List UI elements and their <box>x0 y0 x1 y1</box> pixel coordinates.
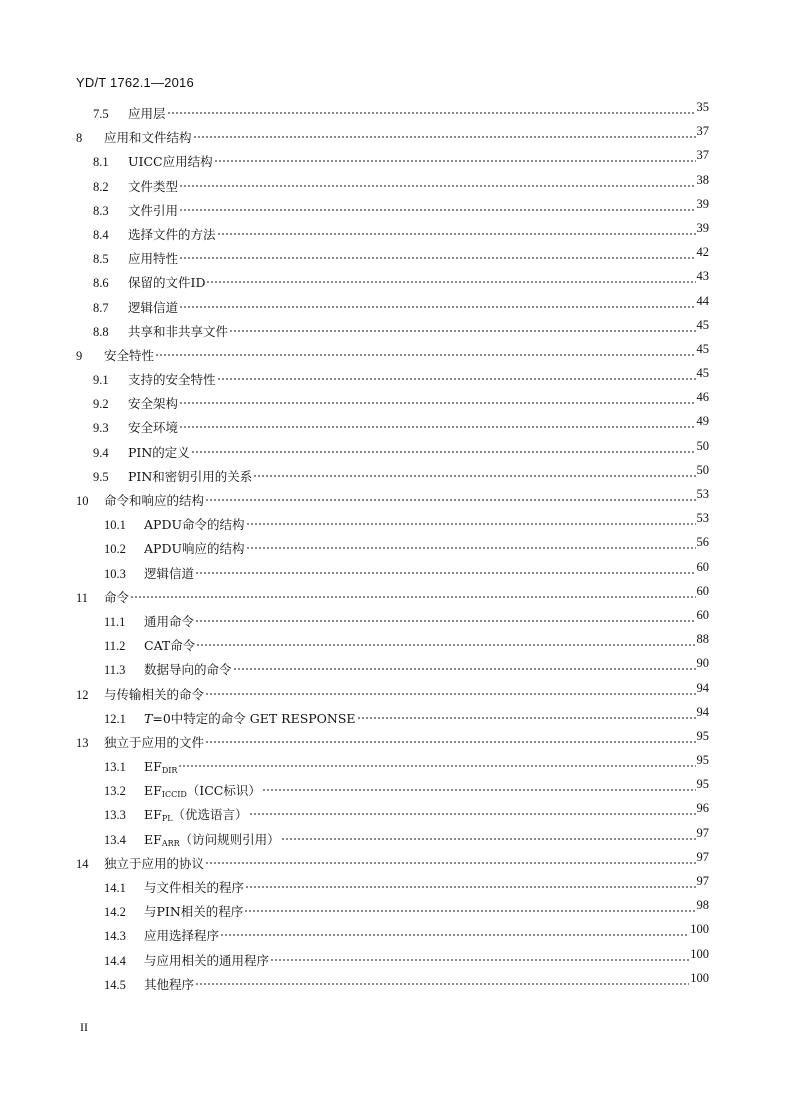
toc-dot-leader <box>205 862 695 864</box>
toc-entry-page-number: 45 <box>696 317 709 332</box>
toc-entry-number: 9.3 <box>93 421 109 436</box>
toc-entry-page-number: 44 <box>696 293 709 308</box>
toc-entry-number: 11.2 <box>104 639 126 654</box>
toc-dot-leader <box>206 281 695 283</box>
toc-entry-number: 13.3 <box>104 808 126 823</box>
toc-entry-title <box>128 416 178 440</box>
toc-entry-title <box>128 368 216 392</box>
toc-entry-title-text: 文件类型 <box>128 178 179 194</box>
toc-entry[interactable] <box>76 946 709 973</box>
toc-dot-leader <box>205 499 695 501</box>
toc-dot-leader <box>217 378 696 380</box>
toc-entry-page-number: 50 <box>696 462 709 477</box>
toc-entry-page-number: 98 <box>696 898 709 913</box>
toc-entry-title <box>104 683 204 707</box>
toc-entry-title <box>144 755 177 779</box>
toc-dot-leader <box>217 233 696 235</box>
toc-entry-number: 8.5 <box>93 252 109 267</box>
toc-entry[interactable] <box>76 680 709 707</box>
toc-entry[interactable] <box>76 634 709 658</box>
toc-entry-title-text: APDU响应的结构 <box>144 541 245 557</box>
toc-dot-leader <box>281 838 696 840</box>
toc-entry-title-text: 应用和文件结构 <box>104 130 192 146</box>
toc-entry-title-text: 保留的文件ID <box>128 275 206 291</box>
toc-entry-title <box>144 779 261 803</box>
toc-dot-leader <box>179 209 695 211</box>
toc-entry-page-number: 100 <box>690 970 709 985</box>
toc-entry-page-number: 37 <box>696 124 709 139</box>
toc-entry-title <box>144 900 243 924</box>
toc-entry-number: 8.7 <box>93 300 109 315</box>
toc-dot-leader <box>220 934 689 936</box>
toc-entry-title-text: 安全架构 <box>128 396 179 412</box>
toc-entry-number: 13.4 <box>104 832 126 847</box>
toc-dot-leader <box>229 330 695 332</box>
toc-entry[interactable] <box>76 559 709 586</box>
toc-entry-title-text: 独立于应用的协议 <box>104 855 205 871</box>
toc-entry-page-number: 100 <box>690 946 709 961</box>
document-header-standard-number: YD/T 1762.1—2016 <box>76 75 194 90</box>
toc-dot-leader <box>196 644 695 646</box>
toc-dot-leader <box>195 983 689 985</box>
toc-dot-leader <box>253 475 695 477</box>
toc-entry[interactable] <box>76 825 709 852</box>
toc-entry-title-text: EF <box>144 831 162 847</box>
toc-entry-title-text: 命令 <box>104 589 130 605</box>
toc-entry[interactable] <box>76 513 709 537</box>
toc-entry-number: 8 <box>76 131 83 146</box>
toc-entry-title <box>144 803 248 827</box>
toc-entry-page-number: 46 <box>696 390 709 405</box>
toc-dot-leader <box>214 160 696 162</box>
toc-entry-page-number: 45 <box>696 366 709 381</box>
toc-entry[interactable] <box>76 779 709 803</box>
toc-entry-page-number: 42 <box>696 245 709 260</box>
toc-dot-leader <box>130 596 695 598</box>
toc-entry-number: 8.1 <box>93 155 109 170</box>
toc-entry-number: 13 <box>76 735 89 750</box>
toc-entry[interactable] <box>76 341 709 368</box>
toc-entry-title <box>128 296 178 320</box>
toc-entry-number: 14.4 <box>104 953 126 968</box>
toc-entry-title <box>144 634 195 658</box>
toc-entry-title <box>144 828 280 852</box>
toc-dot-leader <box>195 572 695 574</box>
toc-entry[interactable] <box>76 293 709 320</box>
toc-entry[interactable] <box>76 755 709 779</box>
toc-entry-page-number: 56 <box>696 535 709 550</box>
toc-dot-leader <box>193 136 696 138</box>
toc-entry-title-suffix: （ICC标识） <box>186 783 261 799</box>
toc-entry-title-subscript: DIR <box>161 766 178 776</box>
toc-entry-page-number: 45 <box>696 341 709 356</box>
toc-entry-title-text: 应用层 <box>128 106 166 121</box>
toc-entry-page-number: 53 <box>696 511 709 526</box>
toc-entry-title <box>104 344 154 368</box>
toc-entry[interactable] <box>76 416 709 440</box>
toc-entry[interactable] <box>76 924 709 948</box>
toc-entry-title-text: 与传输相关的命令 <box>104 686 205 702</box>
toc-dot-leader <box>245 886 695 888</box>
toc-entry[interactable] <box>76 900 709 924</box>
toc-entry-title <box>128 102 166 126</box>
toc-entry-page-number: 95 <box>696 753 709 768</box>
toc-entry-number: 8.8 <box>93 324 109 339</box>
toc-entry-number: 10.2 <box>104 542 126 557</box>
toc-entry-title <box>144 658 232 682</box>
toc-entry-page-number: 60 <box>696 607 709 622</box>
toc-entry-title-text: 通用命令 <box>144 613 195 629</box>
toc-entry-page-number: 94 <box>696 704 709 719</box>
toc-entry-title-text: EF <box>144 783 162 799</box>
toc-entry-title-suffix: （访问规则引用） <box>179 831 280 847</box>
toc-entry-page-number: 35 <box>696 100 709 114</box>
toc-entry[interactable] <box>76 489 709 513</box>
toc-entry-page-number: 43 <box>696 269 709 284</box>
toc-entry[interactable] <box>76 271 709 295</box>
toc-entry-title-text: 应用特性 <box>128 251 179 267</box>
toc-entry-title <box>128 320 228 344</box>
toc-dot-leader <box>244 910 695 912</box>
toc-entry-number: 8.2 <box>93 179 109 194</box>
toc-dot-leader <box>249 813 696 815</box>
toc-entry-number: 9.4 <box>93 445 109 460</box>
toc-entry-title-text: 文件引用 <box>128 202 179 218</box>
toc-entry-page-number: 39 <box>696 220 709 235</box>
toc-dot-leader <box>246 547 696 549</box>
toc-dot-leader <box>246 523 696 525</box>
toc-entry-page-number: 38 <box>696 172 709 187</box>
toc-entry-title-text: 与PIN相关的程序 <box>144 904 244 920</box>
toc-entry-title <box>128 392 178 416</box>
toc-entry[interactable] <box>76 247 709 271</box>
toc-entry[interactable] <box>76 172 709 199</box>
toc-entry-page-number: 60 <box>696 583 709 598</box>
toc-dot-leader <box>179 426 695 428</box>
toc-entry-title <box>144 707 356 731</box>
toc-entry[interactable] <box>76 583 709 610</box>
toc-entry-page-number: 95 <box>696 728 709 743</box>
toc-entry-title-text: PIN和密钥引用的关系 <box>128 468 253 484</box>
toc-entry-title-text: 其他程序 <box>144 976 195 992</box>
toc-entry-title-text: 逻辑信道 <box>144 565 195 581</box>
toc-entry-number: 11.3 <box>104 663 126 678</box>
toc-dot-leader <box>270 959 689 961</box>
toc-entry-title-text: 命令和响应的结构 <box>104 493 205 508</box>
toc-entry-title-italic: T <box>144 710 153 726</box>
toc-entry-title-text: 安全环境 <box>128 420 179 436</box>
toc-entry-page-number: 49 <box>696 414 709 429</box>
toc-entry-title <box>128 247 178 271</box>
toc-entry-title <box>144 562 194 586</box>
toc-entry-title <box>128 465 252 489</box>
toc-entry[interactable] <box>76 803 709 827</box>
toc-entry-number: 9.2 <box>93 397 109 412</box>
toc-dot-leader <box>179 185 695 187</box>
toc-entry[interactable] <box>76 658 709 682</box>
toc-entry-title-subscript: PL <box>161 814 173 824</box>
toc-entry[interactable] <box>76 317 709 344</box>
toc-entry[interactable] <box>76 392 709 416</box>
toc-dot-leader <box>179 402 695 404</box>
toc-entry-page-number: 60 <box>696 559 709 574</box>
toc-entry-number: 12 <box>76 687 89 702</box>
toc-entry[interactable] <box>76 728 709 755</box>
toc-dot-leader <box>178 765 695 767</box>
toc-entry[interactable] <box>76 126 709 150</box>
toc-entry-number: 8.3 <box>93 203 109 218</box>
toc-entry-number: 14.2 <box>104 905 126 920</box>
toc-entry-page-number: 96 <box>696 801 709 816</box>
toc-entry[interactable] <box>76 368 709 392</box>
toc-entry-number: 14 <box>76 856 89 871</box>
toc-entry-page-number: 39 <box>696 196 709 211</box>
toc-entry-title <box>104 731 204 755</box>
toc-dot-leader <box>155 354 695 356</box>
toc-entry[interactable] <box>76 102 709 126</box>
toc-dot-leader <box>357 717 696 719</box>
toc-entry-title <box>144 924 219 948</box>
toc-entry-title <box>128 199 178 223</box>
toc-dot-leader <box>179 306 695 308</box>
toc-dot-leader <box>167 112 696 114</box>
toc-entry[interactable] <box>76 607 709 634</box>
toc-entry-title-text: 与文件相关的程序 <box>144 880 245 895</box>
toc-entry-title-text: 应用选择程序 <box>144 928 220 944</box>
toc-entry-page-number: 97 <box>696 874 709 888</box>
toc-dot-leader <box>191 451 696 453</box>
page-number-footer: II <box>80 1020 88 1034</box>
toc-entry-title-text: EF <box>144 807 162 823</box>
toc-entry-number: 8.6 <box>93 276 109 291</box>
toc-entry-page-number: 53 <box>696 487 709 501</box>
toc-entry-title <box>128 223 216 247</box>
toc-entry-page-number: 97 <box>696 849 709 864</box>
toc-entry[interactable] <box>76 150 709 174</box>
toc-entry-title-text: 逻辑信道 <box>128 299 179 315</box>
toc-entry-page-number: 50 <box>696 438 709 453</box>
toc-entry-number: 9 <box>76 348 83 363</box>
toc-entry-number: 10.3 <box>104 566 126 581</box>
toc-entry-title-text: APDU命令的结构 <box>144 517 245 533</box>
toc-entry-number: 11 <box>76 590 89 605</box>
toc-entry-title-text: UICC应用结构 <box>128 154 213 170</box>
toc-dot-leader <box>179 257 695 259</box>
toc-entry-title <box>144 513 245 537</box>
toc-entry[interactable] <box>76 462 709 489</box>
toc-entry-title-text: PIN的定义 <box>128 444 190 460</box>
toc-entry-title-text: 数据导向的命令 <box>144 662 232 678</box>
toc-entry-number: 10 <box>76 494 89 508</box>
toc-entry-page-number: 90 <box>696 656 709 671</box>
toc-entry-page-number: 37 <box>696 148 709 163</box>
toc-dot-leader <box>205 693 695 695</box>
toc-dot-leader <box>262 789 696 791</box>
toc-entry-title-suffix: （优选语言） <box>172 807 248 823</box>
toc-entry-title <box>144 949 269 973</box>
toc-entry-title-text: 与应用相关的通用程序 <box>144 952 270 968</box>
toc-entry-title <box>104 586 129 610</box>
toc-entry-title-text: 支持的安全特性 <box>128 372 216 388</box>
toc-entry-number: 12.1 <box>104 711 126 726</box>
toc-entry-number: 8.4 <box>93 227 109 242</box>
toc-entry-title <box>128 150 213 174</box>
toc-entry-title-text: 独立于应用的文件 <box>104 734 205 750</box>
toc-entry-title <box>128 271 205 295</box>
toc-entry-title-text: CAT命令 <box>144 638 196 654</box>
toc-entry-title-text: 共享和非共享文件 <box>128 323 229 339</box>
toc-entry[interactable] <box>76 876 709 900</box>
toc-entry-title <box>144 973 194 997</box>
toc-entry-number: 11.1 <box>104 614 126 629</box>
toc-entry[interactable] <box>76 537 709 561</box>
toc-entry-page-number: 88 <box>696 632 709 647</box>
toc-entry-title <box>128 441 190 465</box>
toc-entry[interactable] <box>76 196 709 223</box>
toc-entry-number: 14.5 <box>104 977 126 992</box>
toc-entry-page-number: 100 <box>690 922 709 937</box>
toc-entry[interactable] <box>76 438 709 465</box>
toc-entry[interactable] <box>76 849 709 876</box>
toc-entry-number: 13.1 <box>104 760 126 775</box>
toc-entry-title-text: 选择文件的方法 <box>128 226 216 242</box>
toc-entry[interactable] <box>76 220 709 247</box>
toc-entry-title <box>144 610 194 634</box>
toc-entry[interactable] <box>76 970 709 997</box>
toc-entry-page-number: 95 <box>696 777 709 792</box>
toc-entry-number: 9.5 <box>93 469 109 484</box>
toc-entry-title-text: 安全特性 <box>104 347 155 363</box>
toc-entry-page-number: 97 <box>696 825 709 840</box>
toc-entry-number: 14.1 <box>104 881 126 895</box>
toc-dot-leader <box>233 668 696 670</box>
toc-entry-number: 10.1 <box>104 518 126 533</box>
toc-dot-leader <box>205 741 695 743</box>
toc-entry-title <box>104 489 204 513</box>
toc-entry[interactable] <box>76 704 709 731</box>
toc-entry-title <box>144 876 244 900</box>
toc-entry-title <box>144 537 245 561</box>
toc-entry-title <box>128 175 178 199</box>
toc-entry-number: 7.5 <box>93 107 109 121</box>
table-of-contents <box>76 102 709 997</box>
toc-entry-title <box>104 126 192 150</box>
toc-entry-title-subscript: ICCID <box>161 790 187 800</box>
toc-dot-leader <box>195 620 695 622</box>
toc-entry-title-text: =0中特定的命令 GET RESPONSE <box>152 710 356 726</box>
toc-entry-title-text: EF <box>144 759 162 775</box>
toc-entry-title-subscript: ARR <box>161 838 180 848</box>
toc-entry-number: 13.2 <box>104 784 126 799</box>
toc-entry-number: 14.3 <box>104 929 126 944</box>
toc-entry-title <box>104 852 204 876</box>
toc-entry-page-number: 94 <box>696 680 709 695</box>
toc-entry-number: 9.1 <box>93 373 109 388</box>
